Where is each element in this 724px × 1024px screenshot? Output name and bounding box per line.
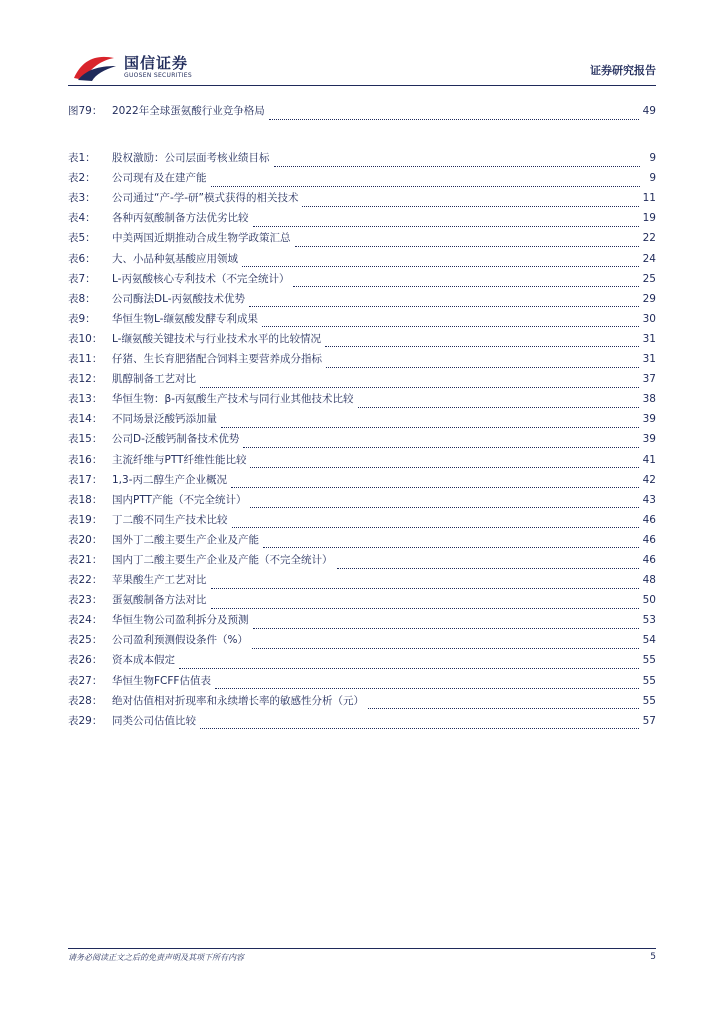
toc-entry-title: 肌醇制备工艺对比: [112, 373, 196, 386]
toc-leader-dots: [179, 660, 639, 669]
toc-entry-page: 54: [642, 634, 656, 647]
toc-leader-dots: [215, 680, 639, 689]
toc-entry-label: 表17：: [68, 473, 103, 486]
toc-entry-label: 表16：: [68, 453, 103, 466]
toc-entry[interactable]: [68, 452, 656, 472]
toc-entry-page: 29: [642, 292, 656, 305]
footer-divider: [68, 948, 656, 949]
toc-entry-page: 55: [642, 674, 656, 687]
toc-entry-label: 表13：: [68, 393, 103, 406]
toc-entry-page: 39: [642, 433, 656, 446]
toc-entry-page: 24: [642, 252, 656, 265]
toc-entry[interactable]: [68, 472, 656, 492]
report-type-label: 证券研究报告: [590, 64, 656, 77]
toc-entry-label: 表25：: [68, 634, 103, 647]
toc-leader-dots: [252, 640, 639, 649]
toc-entry[interactable]: [68, 103, 656, 123]
table-of-contents: [68, 103, 656, 733]
toc-entry-label: 表4：: [68, 212, 96, 225]
toc-entry-label: 表15：: [68, 433, 103, 446]
toc-entry-label: 表26：: [68, 654, 103, 667]
toc-entry-label: 表2：: [68, 172, 96, 185]
toc-entry-title: 公司酶法DL-丙氨酸技术优势: [112, 292, 246, 305]
guosen-logo: [72, 52, 212, 84]
toc-leader-dots: [253, 218, 639, 227]
toc-entry[interactable]: [68, 230, 656, 250]
toc-entry-label: 表10：: [68, 332, 103, 345]
toc-entry[interactable]: [68, 150, 656, 170]
toc-leader-dots: [231, 479, 639, 488]
toc-entry-label: 表18：: [68, 493, 103, 506]
toc-entry-title: 华恒生物：β-丙氨酸生产技术与同行业其他技术比较: [112, 393, 354, 406]
toc-leader-dots: [249, 298, 639, 307]
toc-entry-page: 55: [642, 654, 656, 667]
toc-entry-label: 表11：: [68, 353, 103, 366]
page-number: 5: [650, 952, 656, 962]
toc-leader-dots: [242, 258, 639, 267]
guosen-logo-mark-icon: [72, 52, 118, 82]
toc-leader-dots: [326, 359, 639, 368]
toc-entry-label: 表27：: [68, 674, 103, 687]
toc-entry[interactable]: [68, 592, 656, 612]
toc-entry-title: 大、小品种氨基酸应用领域: [112, 252, 238, 265]
toc-entry-label: 表29：: [68, 714, 103, 727]
toc-entry[interactable]: [68, 612, 656, 632]
toc-entry[interactable]: [68, 331, 656, 351]
toc-entry[interactable]: [68, 411, 656, 431]
toc-entry-title: 国内丁二酸主要生产企业及产能（不完全统计）: [112, 553, 333, 566]
toc-entry-page: 53: [642, 614, 656, 627]
toc-entry-page: 37: [642, 373, 656, 386]
toc-leader-dots: [232, 519, 639, 528]
toc-entry-title: 2022年全球蛋氨酸行业竞争格局: [112, 105, 265, 117]
toc-leader-dots: [211, 178, 641, 187]
toc-entry-title: 各种丙氨酸制备方法优劣比较: [112, 212, 249, 225]
toc-leader-dots: [250, 459, 638, 468]
toc-leader-dots: [200, 379, 639, 388]
toc-entry-label: 表14：: [68, 413, 103, 426]
toc-entry-page: 31: [642, 332, 656, 345]
logo-text-cn: 国信证券: [124, 54, 189, 72]
toc-entry-title: 华恒生物FCFF估值表: [112, 674, 211, 687]
toc-entry-label: 表21：: [68, 553, 103, 566]
toc-entry[interactable]: [68, 652, 656, 672]
toc-entry-title: 公司通过“产-学-研”模式获得的相关技术: [112, 192, 299, 205]
toc-leader-dots: [250, 499, 638, 508]
toc-entry-page: 9: [649, 152, 656, 165]
toc-leader-dots: [253, 620, 639, 629]
toc-entry-page: 46: [642, 553, 656, 566]
toc-entry-page: 50: [642, 594, 656, 607]
toc-leader-dots: [325, 338, 639, 347]
toc-entry[interactable]: [68, 251, 656, 271]
toc-entry-title: 华恒生物L-缬氨酸发酵专利成果: [112, 312, 258, 325]
toc-entry[interactable]: [68, 311, 656, 331]
toc-entry[interactable]: [68, 351, 656, 371]
toc-entry-title: L-缬氨酸关键技术与行业技术水平的比较情况: [112, 332, 321, 345]
toc-entry-title: 丁二酸不同生产技术比较: [112, 513, 228, 526]
toc-entry-title: 华恒生物公司盈利拆分及预测: [112, 614, 249, 627]
toc-entry-page: 57: [642, 714, 656, 727]
toc-entry[interactable]: [68, 190, 656, 210]
toc-leader-dots: [358, 399, 639, 408]
toc-entry-label: 表3：: [68, 192, 96, 205]
toc-leader-dots: [368, 700, 639, 709]
toc-entry[interactable]: [68, 170, 656, 190]
disclaimer-text: 请务必阅读正文之后的免责声明及其项下所有内容: [68, 953, 244, 962]
toc-entry[interactable]: [68, 572, 656, 592]
toc-leader-dots: [262, 318, 639, 327]
toc-leader-dots: [269, 111, 639, 120]
toc-entry[interactable]: [68, 291, 656, 311]
toc-entry-label: 表12：: [68, 373, 103, 386]
toc-entry-page: 38: [642, 393, 656, 406]
toc-entry[interactable]: [68, 210, 656, 230]
toc-entry-title: 蛋氨酸制备方法对比: [112, 594, 207, 607]
header-divider: [68, 85, 656, 86]
toc-entry[interactable]: [68, 693, 656, 713]
toc-entry-page: 41: [642, 453, 656, 466]
toc-entry-label: 表19：: [68, 513, 103, 526]
toc-entry[interactable]: [68, 391, 656, 411]
toc-leader-dots: [200, 720, 639, 729]
toc-entry-label: 表8：: [68, 292, 96, 305]
toc-entry-label: 表6：: [68, 252, 96, 265]
toc-entry[interactable]: [68, 271, 656, 291]
logo-text-en: GUOSEN SECURITIES: [124, 72, 193, 79]
toc-leader-dots: [211, 580, 639, 589]
toc-entry-page: 25: [642, 272, 656, 285]
toc-leader-dots: [221, 419, 639, 428]
toc-entry[interactable]: [68, 371, 656, 391]
toc-entry-page: 11: [642, 192, 656, 205]
toc-entry-page: 31: [642, 353, 656, 366]
toc-entry-page: 19: [642, 212, 656, 225]
toc-leader-dots: [337, 560, 639, 569]
toc-entry-title: 同类公司估值比较: [112, 714, 196, 727]
toc-entry-title: 不同场景泛酸钙添加量: [112, 413, 217, 426]
page-header: [0, 0, 724, 90]
toc-entry-page: 30: [642, 312, 656, 325]
toc-entry[interactable]: [68, 431, 656, 451]
toc-entry-title: 公司D-泛酸钙制备技术优势: [112, 433, 240, 446]
toc-leader-dots: [302, 198, 638, 207]
toc-entry[interactable]: [68, 632, 656, 652]
toc-leader-dots: [211, 600, 639, 609]
toc-leader-dots: [274, 158, 641, 167]
toc-entry-page: 55: [642, 694, 656, 707]
toc-entry-label: 表20：: [68, 533, 103, 546]
toc-entry-page: 43: [642, 493, 656, 506]
toc-entry-page: 39: [642, 413, 656, 426]
toc-entry-page: 49: [642, 105, 656, 117]
toc-entry-label: 图79：: [68, 105, 103, 117]
toc-entry-label: 表22：: [68, 574, 103, 587]
figure-list: [68, 103, 656, 123]
toc-entry-title: 公司盈利预测假设条件（%）: [112, 634, 248, 647]
toc-entry[interactable]: [68, 673, 656, 693]
toc-entry-title: 资本成本假定: [112, 654, 175, 667]
toc-entry-title: 仔猪、生长育肥猪配合饲料主要营养成分指标: [112, 353, 322, 366]
toc-entry-title: 中美两国近期推动合成生物学政策汇总: [112, 232, 291, 245]
toc-entry-title: 国外丁二酸主要生产企业及产能: [112, 533, 259, 546]
toc-leader-dots: [243, 439, 638, 448]
toc-entry-label: 表5：: [68, 232, 96, 245]
toc-entry-label: 表23：: [68, 594, 103, 607]
toc-entry-label: 表7：: [68, 272, 96, 285]
toc-entry-title: 股权激励：公司层面考核业绩目标: [112, 152, 270, 165]
toc-entry[interactable]: [68, 492, 656, 512]
toc-leader-dots: [295, 238, 639, 247]
toc-entry-label: 表28：: [68, 694, 103, 707]
toc-entry-label: 表1：: [68, 152, 96, 165]
toc-entry-page: 9: [649, 172, 656, 185]
toc-entry-label: 表9：: [68, 312, 96, 325]
toc-entry-page: 48: [642, 574, 656, 587]
toc-entry-page: 42: [642, 473, 656, 486]
toc-entry-title: 主流纤维与PTT纤维性能比较: [112, 453, 247, 466]
toc-entry-label: 表24：: [68, 614, 103, 627]
toc-entry-title: L-丙氨酸核心专利技术（不完全统计）: [112, 272, 290, 285]
toc-entry-title: 苹果酸生产工艺对比: [112, 574, 207, 587]
toc-entry[interactable]: [68, 713, 656, 733]
toc-entry[interactable]: [68, 552, 656, 572]
table-list: [68, 150, 656, 733]
toc-entry-page: 46: [642, 533, 656, 546]
toc-entry-page: 46: [642, 513, 656, 526]
toc-entry-title: 1,3-丙二醇生产企业概况: [112, 473, 227, 486]
toc-leader-dots: [293, 278, 638, 287]
toc-entry[interactable]: [68, 512, 656, 532]
toc-entry-title: 绝对估值相对折现率和永续增长率的敏感性分析（元）: [112, 694, 364, 707]
toc-entry-page: 22: [642, 232, 656, 245]
toc-entry[interactable]: [68, 532, 656, 552]
toc-entry-title: 公司现有及在建产能: [112, 172, 207, 185]
toc-entry-title: 国内PTT产能（不完全统计）: [112, 493, 247, 506]
toc-leader-dots: [263, 539, 639, 548]
